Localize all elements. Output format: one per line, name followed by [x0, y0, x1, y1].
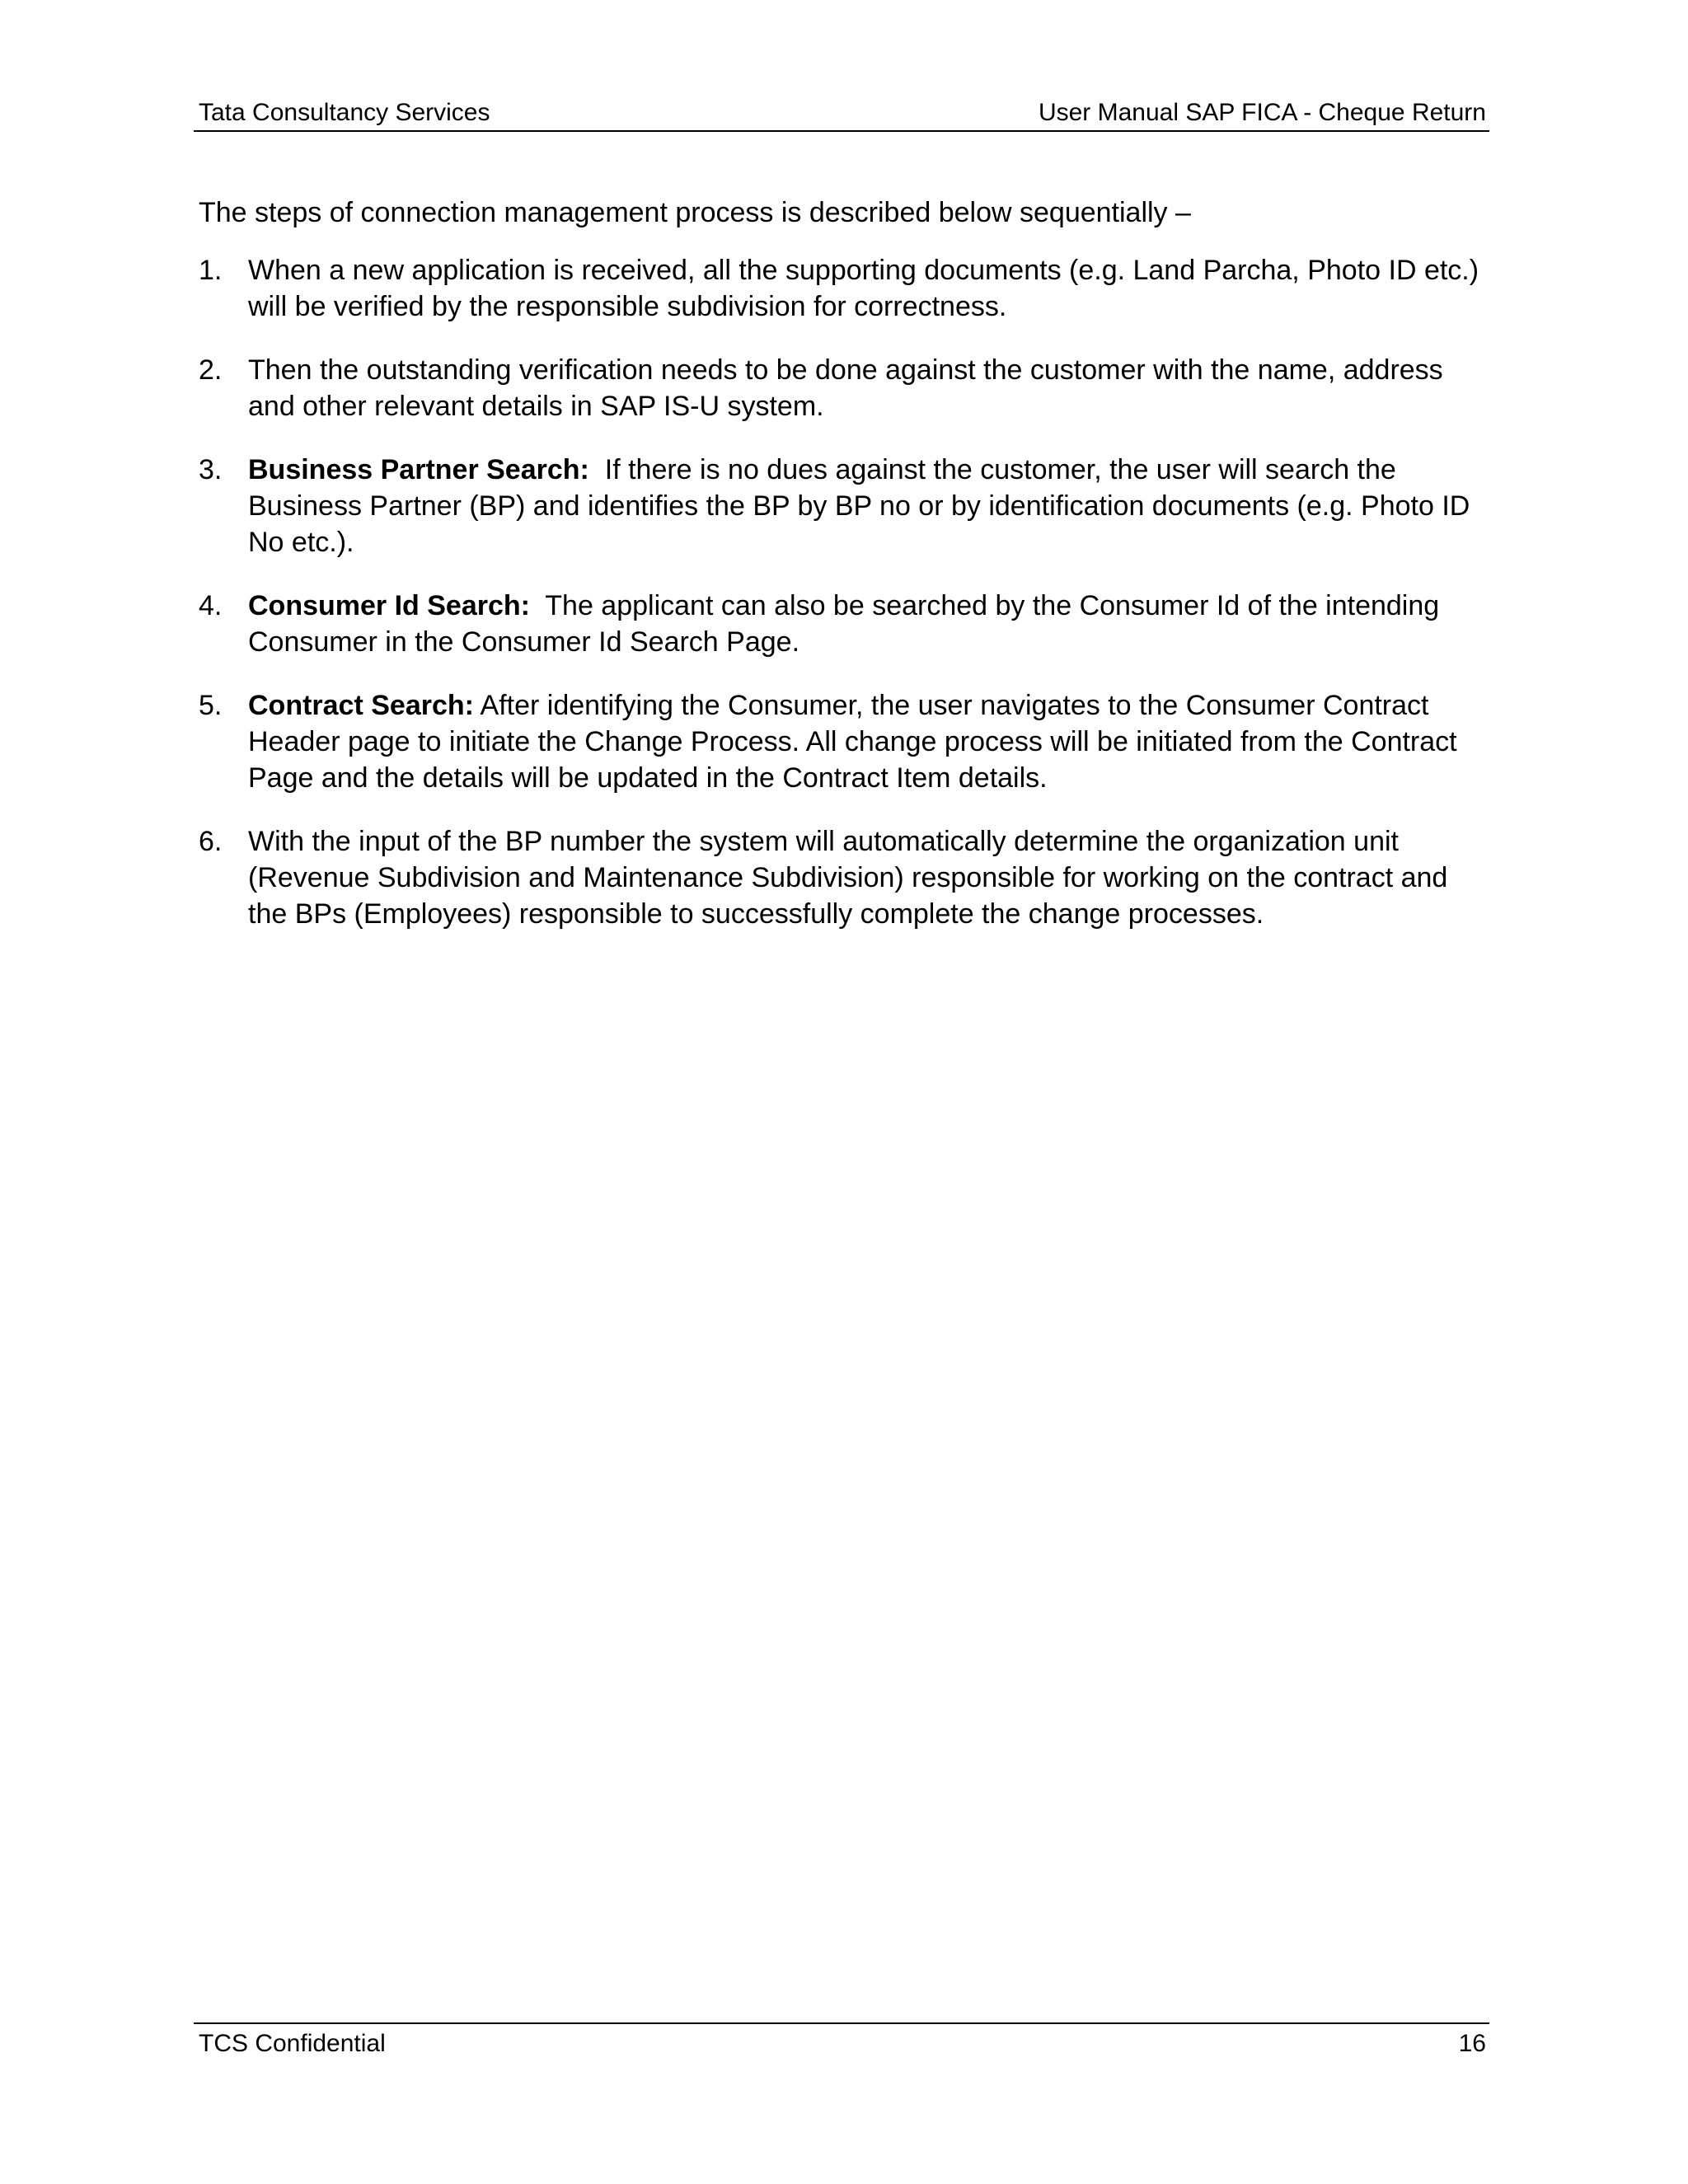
page-number: 16: [1458, 2030, 1486, 2057]
step-body: [248, 252, 1489, 325]
step-item-3: [199, 452, 1489, 560]
step-number: 5.: [199, 690, 223, 721]
step-text: After identifying the Consumer, the user navigates to the Consumer Contract Header page to initiate the Change Process. All change process will be initiated from the Contract Page and the details will be updated in the Contract Item details.: [248, 690, 1457, 794]
step-item-5: [199, 687, 1489, 796]
page-content: [199, 194, 1489, 959]
step-text: The applicant can also be searched by the Consumer Id of the intending Consumer in the Consumer Id Search Page.: [248, 590, 1440, 658]
intro-paragraph: The steps of connection management process is described below sequentially –: [199, 197, 1191, 228]
step-title: Business Partner Search:: [248, 454, 589, 485]
step-number: 4.: [199, 590, 223, 621]
page-header: [194, 97, 1489, 132]
steps-list: [199, 252, 1489, 932]
step-text: If there is no dues against the customer, the user will search the Business Partner (BP) and identifies the BP by BP no or by identification documents (e.g. Photo ID No etc.).: [248, 454, 1470, 558]
step-item-4: [199, 588, 1489, 660]
step-number: 1.: [199, 255, 223, 286]
header-company-name: Tata Consultancy Services: [199, 99, 490, 126]
header-document-title: User Manual SAP FICA - Cheque Return: [1038, 99, 1486, 126]
step-title: Contract Search:: [248, 690, 474, 721]
step-number: 6.: [199, 826, 223, 857]
step-number: 2.: [199, 354, 223, 386]
step-body: [248, 588, 1489, 660]
step-body: [248, 687, 1489, 796]
step-title: Consumer Id Search:: [248, 590, 530, 621]
step-item-2: [199, 352, 1489, 424]
step-number: 3.: [199, 454, 223, 485]
page-footer: [194, 2022, 1489, 2062]
step-text: With the input of the BP number the system will automatically determine the organization unit (Revenue Subdivision and Maintenance Subdivision) responsible for working on the contract and the BPs (Employees) responsible to successfully complete the change processes.: [248, 826, 1448, 930]
step-text: When a new application is received, all the supporting documents (e.g. Land Parcha, Photo ID etc.) will be verified by the responsible subdivision for correctness.: [248, 255, 1479, 322]
step-text: Then the outstanding verification needs to be done against the customer with the name, address and other relevant details in SAP IS-U system.: [248, 354, 1443, 422]
step-body: [248, 452, 1489, 560]
step-body: [248, 823, 1489, 932]
footer-confidentiality-label: TCS Confidential: [199, 2030, 386, 2057]
step-item-1: [199, 252, 1489, 325]
step-item-6: [199, 823, 1489, 932]
step-body: [248, 352, 1489, 424]
